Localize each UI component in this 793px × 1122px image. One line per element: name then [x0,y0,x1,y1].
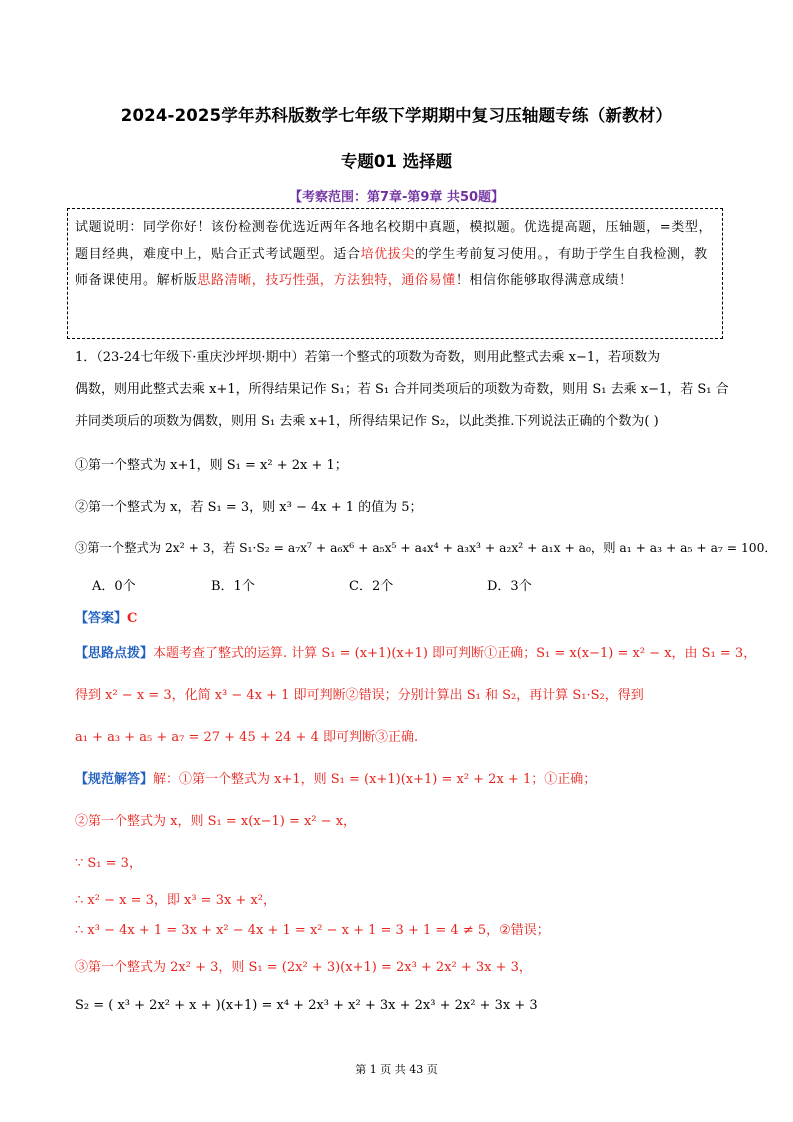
hint-text-1: 本题考查了整式的运算. 计算 S₁ = (x+1)(x+1) 即可判断①正确；S₁ = x(x−1) = x² − x，由 S₁ = 3， [153,646,757,661]
solution-line-4: ∴ x² − x = 3，即 x³ = 3x + x²， [75,893,276,908]
note-text-2: 的学生考前复习使用。，有助于学生自我检测，教师备课使用。解析版 [75,246,708,288]
hint-line-3: a₁ + a₃ + a₅ + a₇ = 27 + 45 + 24 + 4 即可判断③正确. [75,730,419,745]
note-highlight-1: 培优拔尖 [360,246,416,262]
exam-scope: 【考察范围：第7章-第9章 共50题】 [288,190,505,205]
page-title: 2024-2025学年苏科版数学七年级下学期期中复习压轴题专练（新教材） [120,106,673,125]
hint-label: 【思路点拨】 [75,646,154,661]
option-d: D．3个 [487,579,532,594]
option-c: C．2个 [349,579,394,594]
solution-line-7: S₂ = ( x³ + 2x² + x + )(x+1) = x⁴ + 2x³ + x² + 3x + 2x³ + 2x² + 3x + 3 [75,998,538,1013]
solution-line-2: ②第一个整式为 x，则 S₁ = x(x−1) = x² − x， [75,814,357,829]
instructions-box [67,208,723,339]
statement-3: ③第一个整式为 2x² + 3，若 S₁·S₂ = a₇x⁷ + a₆x⁶ + a₅x⁵ + a₄x⁴ + a₃x³ + a₂x² + a₁x + a₀，则 a₁ + a₃ + a₅ + a₇ = 100． [75,541,777,555]
hint-line-1 [75,642,756,661]
question-line-2: 偶数，则用此整式去乘 x+1，所得结果记作 S₁；若 S₁ 合并同类项后的项数为奇数，则用 S₁ 去乘 x−1，若 S₁ 合 [75,382,729,397]
question-line-3: 并同类项后的项数为偶数，则用 S₁ 去乘 x+1，所得结果记作 S₂，以此类推.下列说法正确的个数为( ) [75,414,659,429]
solution-text-1: 解：①第一个整式为 x+1，则 S₁ = (x+1)(x+1) = x² + 2x + 1；①正确； [153,772,597,787]
solution-line-5: ∴ x³ − 4x + 1 = 3x + x² − 4x + 1 = x² − x + 1 = 3 + 1 = 4 ≠ 5，②错误； [75,923,550,938]
answer-value: C [127,611,138,626]
answer-label: 【答案】 [75,611,128,626]
note-highlight-2: 思路清晰，技巧性强，方法独特，通俗易懂 [197,273,456,288]
note-text-1: 试题说明：同学你好！该份检测卷优选近两年各地名校期中真题，模拟题。优选提高题，压轴题，=类型，题目经典，难度中上，贴合正式考试题型。适合 [75,220,713,262]
page-subtitle: 专题01 选择题 [340,152,453,171]
answer-row [75,607,137,626]
statement-2: ②第一个整式为 x，若 S₁ = 3，则 x³ − 4x + 1 的值为 5； [75,500,423,515]
solution-label: 【规范解答】 [75,772,154,787]
hint-line-2: 得到 x² − x = 3，化简 x³ − 4x + 1 即可判断②错误；分别计算出 S₁ 和 S₂，再计算 S₁·S₂，得到 [75,688,644,703]
option-b: B．1个 [211,579,255,594]
note-text-3: ！相信你能够取得满意成绩！ [455,273,633,288]
statement-1: ①第一个整式为 x+1，则 S₁ = x² + 2x + 1； [75,458,348,473]
question-line-1: 1．（23-24七年级下·重庆沙坪坝·期中）若第一个整式的项数为奇数，则用此整式去乘 x−1，若项数为 [75,350,661,365]
solution-line-3: ∵ S₁ = 3， [75,856,142,871]
option-a: A．0个 [92,579,136,594]
solution-line-6: ③第一个整式为 2x² + 3，则 S₁ = (2x² + 3)(x+1) = 2x³ + 2x² + 3x + 3， [75,960,532,975]
solution-line-1 [75,768,596,787]
page-footer: 第 1 页 共 43 页 [355,1063,438,1076]
